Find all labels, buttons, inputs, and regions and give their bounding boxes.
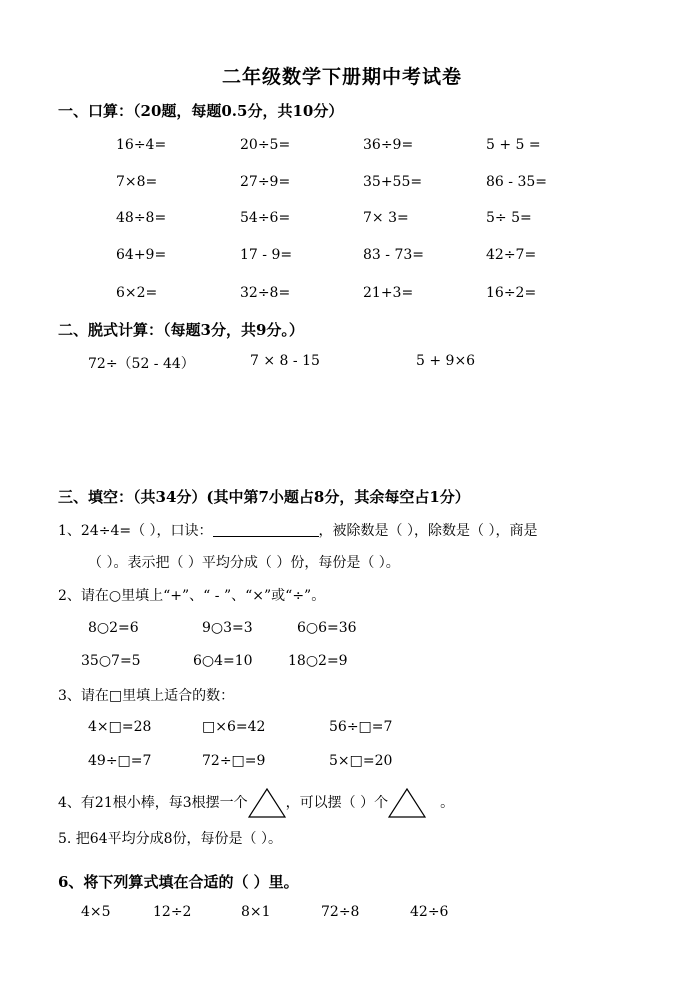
mental-math-item: 86 - 35=	[486, 174, 547, 190]
section-1-heading: 一、口算：（20题，每题0.5分，共10分）	[58, 102, 344, 120]
page-title: 二年级数学下册期中考试卷	[222, 66, 463, 88]
q3-item: □×6=42	[202, 719, 266, 735]
q3-item: 5×□=20	[329, 753, 393, 769]
mental-math-item: 16÷4=	[116, 137, 167, 153]
mental-math-item: 7×8=	[116, 174, 158, 190]
question-3: 3、请在□里填上适合的数：	[58, 688, 235, 704]
mental-math-item: 54÷6=	[240, 210, 291, 226]
question-1-line-2: （ ）。表示把（ ）平均分成（ ）份，每份是（ ）。	[88, 555, 400, 571]
triangle-icon	[248, 787, 286, 819]
mental-math-item: 20÷5=	[240, 137, 291, 153]
section-3-heading: 三、填空：（共34分）(其中第7小题占8分，其余每空占1分）	[58, 488, 470, 506]
mental-math-item: 5÷ 5=	[486, 210, 532, 226]
q2-item: 6○4=10	[193, 653, 253, 669]
mental-math-item: 35+55=	[363, 174, 423, 190]
question-6: 6、将下列算式填在合适的（ ）里。	[58, 873, 299, 891]
question-1-part-a: 1、24÷4=（ ），口诀：	[58, 523, 213, 539]
mental-math-item: 36÷9=	[363, 137, 414, 153]
mental-math-item: 83 - 73=	[363, 247, 424, 263]
question-4-part-b: ，可以摆（ ）个	[285, 795, 389, 811]
q6-item: 8×1	[241, 904, 271, 920]
q3-item: 72÷□=9	[202, 753, 266, 769]
mental-math-item: 48÷8=	[116, 210, 167, 226]
q6-item: 12÷2	[153, 904, 192, 920]
question-2: 2、请在○里填上“+”、“ - ”、“×”或“÷”。	[58, 588, 326, 604]
question-4	[58, 787, 454, 819]
answer-blank-line[interactable]	[213, 522, 319, 537]
q3-item: 56÷□=7	[329, 719, 393, 735]
q6-item: 72÷8	[321, 904, 360, 920]
q3-item: 4×□=28	[88, 719, 152, 735]
mental-math-item: 17 - 9=	[240, 247, 293, 263]
mental-math-item: 16÷2=	[486, 285, 537, 301]
mental-math-item: 7× 3=	[363, 210, 409, 226]
section-2-heading: 二、脱式计算：（每题3分，共9分。）	[58, 321, 304, 339]
mental-math-item: 32÷8=	[240, 285, 291, 301]
question-5: 5. 把64平均分成8份，每份是（ ）。	[58, 831, 282, 847]
mental-math-item: 5 + 5 =	[486, 137, 541, 153]
calc-item-2: 7 × 8 - 15	[250, 353, 320, 369]
q2-item: 35○7=5	[81, 653, 141, 669]
mental-math-item: 6×2=	[116, 285, 158, 301]
mental-math-item: 27÷9=	[240, 174, 291, 190]
mental-math-item: 42÷7=	[486, 247, 537, 263]
q6-item: 42÷6	[410, 904, 449, 920]
question-4-part-c: 。	[440, 795, 455, 811]
q2-item: 6○6=36	[297, 620, 357, 636]
question-4-part-a: 4、有21根小棒，每3根摆一个	[58, 795, 248, 811]
triangle-icon	[388, 787, 426, 819]
question-1-part-b: ，被除数是（ ），除数是（ ），商是	[318, 523, 538, 539]
mental-math-item: 21+3=	[363, 285, 414, 301]
q6-item: 4×5	[81, 904, 111, 920]
q2-item: 9○3=3	[202, 620, 253, 636]
q2-item: 8○2=6	[88, 620, 139, 636]
calc-item-3: 5 + 9×6	[416, 353, 476, 369]
q3-item: 49÷□=7	[88, 753, 152, 769]
calc-item-1: 72÷（52 - 44）	[88, 356, 195, 372]
mental-math-item: 64+9=	[116, 247, 167, 263]
q2-item: 18○2=9	[288, 653, 348, 669]
question-1-line-1	[58, 520, 537, 540]
